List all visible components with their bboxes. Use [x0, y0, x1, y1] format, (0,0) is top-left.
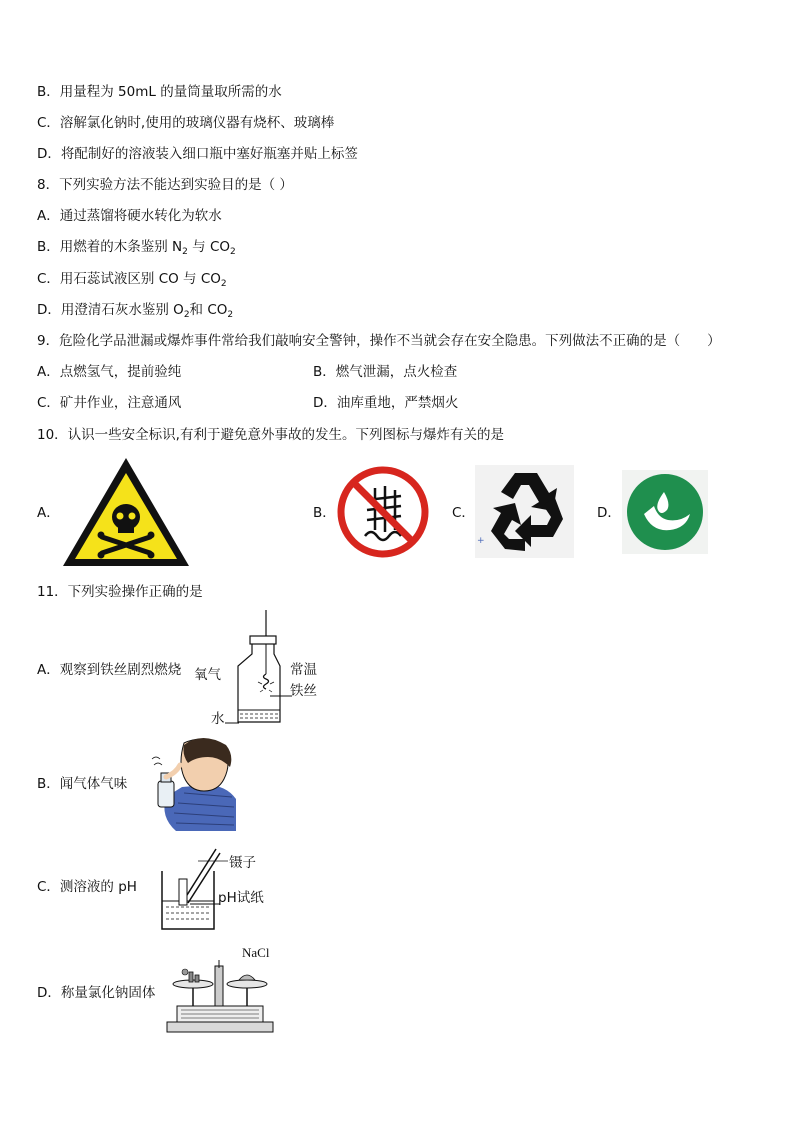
iron-wire-label: 铁丝 — [290, 683, 317, 699]
tweezers-label: 镊子 — [229, 855, 256, 871]
q7-option-c: C．溶解氯化钠时,使用的玻璃仪器有烧杯、玻璃棒 — [37, 115, 335, 131]
q9-stem: 9．危险化学品泄漏或爆炸事件常给我们敲响安全警钟，操作不当就会存在安全隐患。下列做法不正确的是（ ） — [37, 333, 721, 349]
room-temp-label: 常温 — [290, 662, 317, 678]
svg-text:+: + — [477, 536, 485, 546]
q9-option-d: D．油库重地，严禁烟火 — [313, 395, 459, 411]
q10-stem: 10．认识一些安全标识,有利于避免意外事故的发生。下列图标与爆炸有关的是 — [37, 427, 504, 443]
q9-option-c: C．矿井作业，注意通风 — [37, 395, 182, 411]
q8-option-a: A．通过蒸馏将硬水转化为软水 — [37, 208, 222, 224]
oxygen-label: 氧气 — [194, 667, 221, 683]
q11-stem: 11．下列实验操作正确的是 — [37, 584, 203, 600]
balance-scale-figure — [163, 960, 277, 1038]
q10-option-a-label: A． — [37, 505, 60, 521]
q11-option-a: A．观察到铁丝剧烈燃烧 — [37, 662, 182, 678]
q8-option-c: C．用石蕊试液区别 CO 与 $CO_2$ — [37, 271, 227, 289]
q8-option-b: B．用燃着的木条鉴别 $N_2$ 与 $CO_2$ — [37, 239, 236, 257]
ph-paper-label: pH试纸 — [218, 890, 264, 906]
q11-option-c: C．测溶液的 pH — [37, 879, 137, 895]
water-saving-sign-icon — [622, 470, 708, 558]
q10-option-d-label: D． — [597, 505, 621, 521]
q11-option-b: B．闻气体气味 — [37, 776, 128, 792]
q7-option-b: B．用量程为 50mL 的量筒量取所需的水 — [37, 84, 282, 100]
ph-paper-pointer — [190, 894, 220, 910]
q7-option-d: D．将配制好的溶液装入细口瓶中塞好瓶塞并贴上标签 — [37, 146, 358, 162]
q9-option-a: A．点燃氢气，提前验纯 — [37, 364, 182, 380]
water-label: 水 — [211, 711, 225, 727]
q10-option-c-label: C． — [452, 505, 475, 521]
q8-option-d: D．用澄清石灰水鉴别 $O_2$和 $CO_2$ — [37, 302, 234, 320]
recycle-sign-icon — [475, 465, 574, 562]
water-pointer — [225, 713, 239, 729]
toxic-warning-sign-icon — [60, 455, 192, 573]
q10-option-b-label: B． — [313, 505, 336, 521]
q8-stem: 8．下列实验方法不能达到实验目的是（ ） — [37, 177, 293, 193]
no-fireworks-sign-icon — [337, 466, 429, 562]
iron-wire-pointer — [270, 686, 292, 702]
nacl-label: NaCl — [242, 945, 270, 960]
smelling-gas-figure — [144, 735, 236, 837]
iron-wire-combustion-figure — [228, 610, 288, 729]
q11-option-d: D．称量氯化钠固体 — [37, 985, 156, 1001]
q9-option-b: B．燃气泄漏，点火检查 — [313, 364, 458, 380]
